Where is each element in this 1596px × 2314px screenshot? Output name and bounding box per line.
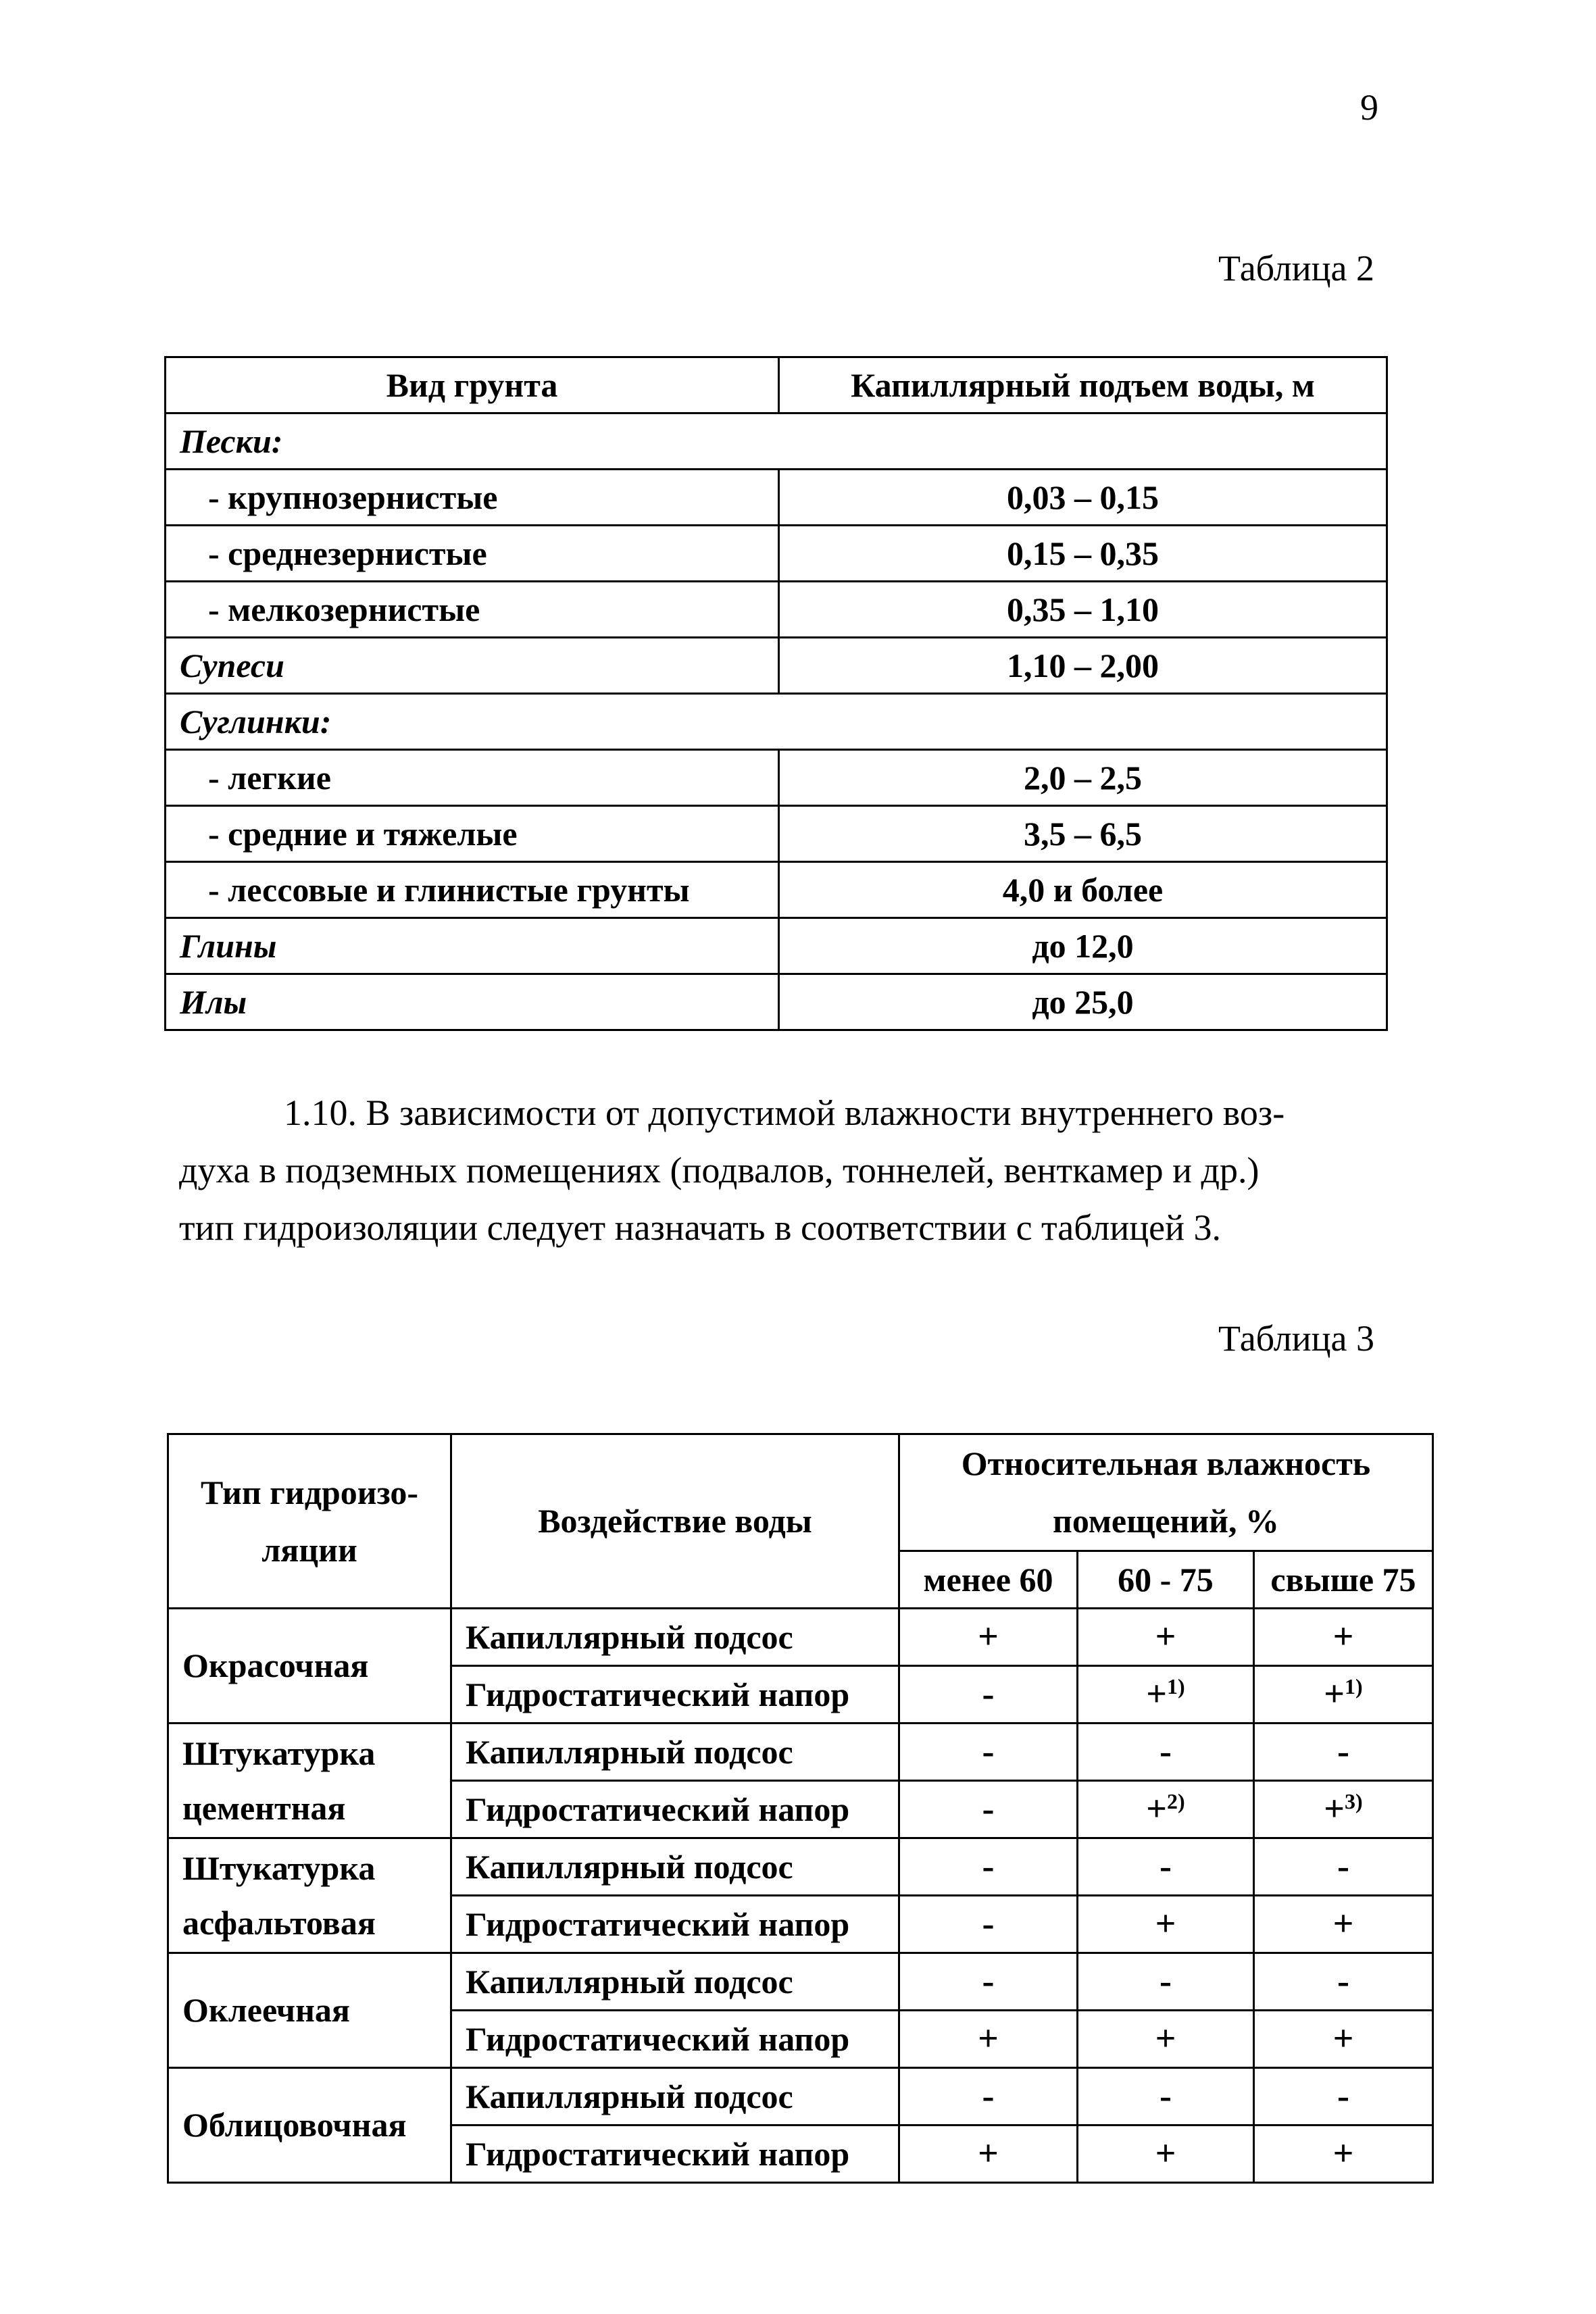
- table3-mark: +: [978, 2018, 999, 2059]
- table3-mark: -: [1337, 1846, 1349, 1887]
- table3-mark: +: [1155, 2133, 1176, 2174]
- table3-type-cell: Оклеечная: [168, 1953, 451, 2068]
- table2-header-row: [166, 357, 1387, 413]
- table2-value-cell: до 25,0: [779, 974, 1387, 1030]
- table3-mark: -: [1159, 1846, 1172, 1887]
- table3-mark-cell: [1078, 2068, 1254, 2126]
- table3-header-humidity-low: менее 60: [899, 1551, 1077, 1609]
- table3-mark-cell: [1253, 1781, 1432, 1838]
- table3-mark-cell: [899, 1666, 1077, 1724]
- table3-action-cell: Гидростатический напор: [451, 1666, 899, 1724]
- table3-mark: -: [982, 1846, 995, 1887]
- table3-type-cell: Облицовочная: [168, 2068, 451, 2183]
- table3-mark: +: [1332, 2133, 1354, 2174]
- table3-mark: -: [982, 2076, 995, 2117]
- table3-mark: -: [1337, 1961, 1349, 2002]
- table3-type-cell: Штукатурка цементная: [168, 1724, 451, 1838]
- table3-mark-cell: [1253, 2068, 1432, 2126]
- table2-subtype-cell: - мелкозернистые: [166, 582, 779, 638]
- table3-mark-cell: [1078, 1609, 1254, 1666]
- table2-value-cell: 1,10 – 2,00: [779, 638, 1387, 694]
- table3-mark-cell: [1253, 1953, 1432, 2011]
- table3-header-humidity: Относительная влажность помещений, %: [899, 1434, 1432, 1551]
- table3-mark-cell: [1078, 1953, 1254, 2011]
- table3-action-cell: Гидростатический напор: [451, 1896, 899, 1953]
- table2-subtype-cell: - крупнозернистые: [166, 470, 779, 526]
- table2-value-cell: 4,0 и более: [779, 862, 1387, 918]
- table2-subtype-cell: - лессовые и глинистые грунты: [166, 862, 779, 918]
- table3-header-action: Воздействие воды: [451, 1434, 899, 1609]
- table3-mark: +: [1324, 1674, 1345, 1715]
- table3-action-cell: Капиллярный подсос: [451, 1724, 899, 1781]
- table3-action-cell: Гидростатический напор: [451, 2011, 899, 2068]
- table3-type-cell: Окрасочная: [168, 1609, 451, 1724]
- table2-category-cell: Супеси: [166, 638, 779, 694]
- table2-row: [166, 750, 1387, 806]
- table2-value-cell: 0,15 – 0,35: [779, 526, 1387, 582]
- table3-mark: +: [1332, 1616, 1354, 1657]
- table3-mark-cell: [1253, 1666, 1432, 1724]
- table2-soil-capillary-rise: [164, 356, 1388, 1031]
- table3-header-humidity-mid: 60 - 75: [1078, 1551, 1254, 1609]
- table2-value-cell: до 12,0: [779, 918, 1387, 974]
- table3-header-humidity-high: свыше 75: [1253, 1551, 1432, 1609]
- table3-mark: -: [982, 1903, 995, 1944]
- table2-body: [166, 413, 1387, 1030]
- table3-row: [168, 1838, 1433, 1896]
- table3-body: [168, 1609, 1433, 2183]
- table3-action-cell: Капиллярный подсос: [451, 1609, 899, 1666]
- paragraph-line: тип гидроизоляции следует назначать в соответствии с таблицей 3.: [179, 1207, 1222, 1248]
- table3-mark: -: [982, 1731, 995, 1772]
- table3-waterproofing-types: [167, 1433, 1434, 2184]
- table3-mark-cell: [899, 1609, 1077, 1666]
- table3-action-cell: Гидростатический напор: [451, 1781, 899, 1838]
- table3-mark-cell: [899, 1781, 1077, 1838]
- table3-footnote-ref: 1): [1345, 1674, 1363, 1699]
- table3-mark: +: [1146, 1674, 1168, 1715]
- table2-row: [166, 413, 1387, 470]
- table3-mark-cell: [899, 2011, 1077, 2068]
- table2-value-cell: 2,0 – 2,5: [779, 750, 1387, 806]
- table3-mark: -: [982, 1961, 995, 2002]
- table3-mark-cell: [899, 1838, 1077, 1896]
- table2-category-cell: Илы: [166, 974, 779, 1030]
- table3-mark: +: [1155, 2018, 1176, 2059]
- table3-mark: +: [978, 2133, 999, 2174]
- table3-action-cell: Гидростатический напор: [451, 2126, 899, 2183]
- table3-mark: +: [1155, 1616, 1176, 1657]
- paragraph-line: духа в подземных помещениях (подвалов, тоннелей, венткамер и др.): [179, 1150, 1260, 1190]
- table3-mark-cell: [1253, 1724, 1432, 1781]
- table2-header-soil-type: Вид грунта: [166, 357, 779, 413]
- table3-mark-cell: [1078, 2126, 1254, 2183]
- table3-action-cell: Капиллярный подсос: [451, 1953, 899, 2011]
- table3-mark: -: [982, 1674, 995, 1715]
- table2-category-cell: Глины: [166, 918, 779, 974]
- table2-value-cell: 0,35 – 1,10: [779, 582, 1387, 638]
- table3-mark-cell: [1078, 1896, 1254, 1953]
- table2-row: [166, 974, 1387, 1030]
- table3-mark-cell: [1253, 1896, 1432, 1953]
- table3-mark-cell: [899, 1896, 1077, 1953]
- paragraph-1-10: [179, 1084, 1382, 1257]
- table2-header-capillary-rise: Капиллярный подъем воды, м: [779, 357, 1387, 413]
- table3-mark-cell: [1253, 1609, 1432, 1666]
- table3-mark-cell: [1253, 2126, 1432, 2183]
- table2-row: [166, 526, 1387, 582]
- table2-caption: Таблица 2: [1218, 248, 1374, 288]
- table3-mark-cell: [1253, 2011, 1432, 2068]
- table2-value-cell: 3,5 – 6,5: [779, 806, 1387, 862]
- table3-mark: +: [1155, 1903, 1176, 1944]
- table3-header-type: Тип гидроизо-ляции: [168, 1434, 451, 1609]
- table3-mark-cell: [1078, 2011, 1254, 2068]
- table3-row: [168, 1724, 1433, 1781]
- table3-caption: Таблица 3: [1218, 1318, 1374, 1359]
- table2-subtype-cell: - среднезернистые: [166, 526, 779, 582]
- table3-mark-cell: [1253, 1838, 1432, 1896]
- table3-mark: -: [1159, 1731, 1172, 1772]
- table3-header-row: [168, 1434, 1433, 1551]
- table3-footnote-ref: 3): [1345, 1789, 1363, 1814]
- table2-category-cell: Пески:: [166, 413, 1387, 470]
- paragraph-line: 1.10. В зависимости от допустимой влажности внутреннего воз-: [284, 1092, 1285, 1133]
- table2-row: [166, 470, 1387, 526]
- table3-action-cell: Капиллярный подсос: [451, 2068, 899, 2126]
- table3-mark: -: [1337, 2076, 1349, 2117]
- table3-mark: -: [982, 1788, 995, 1830]
- table3-mark-cell: [899, 1724, 1077, 1781]
- table3-row: [168, 1953, 1433, 2011]
- table2-row: [166, 862, 1387, 918]
- table3-mark: -: [1159, 2076, 1172, 2117]
- table3-footnote-ref: 1): [1167, 1674, 1185, 1699]
- table3-mark-cell: [1078, 1781, 1254, 1838]
- table2-subtype-cell: - средние и тяжелые: [166, 806, 779, 862]
- table3-mark-cell: [899, 2068, 1077, 2126]
- table3-mark: +: [1332, 2018, 1354, 2059]
- table2-value-cell: 0,03 – 0,15: [779, 470, 1387, 526]
- table2-subtype-cell: - легкие: [166, 750, 779, 806]
- table3-mark-cell: [1078, 1666, 1254, 1724]
- table2-row: [166, 806, 1387, 862]
- table3-mark: +: [978, 1616, 999, 1657]
- table3-mark-cell: [899, 2126, 1077, 2183]
- table3-type-cell: Штукатурка асфальтовая: [168, 1838, 451, 1953]
- table3-action-cell: Капиллярный подсос: [451, 1838, 899, 1896]
- table3-mark: +: [1146, 1788, 1168, 1830]
- table3-mark-cell: [899, 1953, 1077, 2011]
- table2-category-cell: Суглинки:: [166, 694, 1387, 750]
- table3-mark: +: [1324, 1788, 1345, 1830]
- table2-row: [166, 582, 1387, 638]
- table2-row: [166, 918, 1387, 974]
- table3-mark-cell: [1078, 1838, 1254, 1896]
- table3-mark: -: [1159, 1961, 1172, 2002]
- table3-row: [168, 1609, 1433, 1666]
- page-number: 9: [1360, 87, 1378, 128]
- table3-mark: -: [1337, 1731, 1349, 1772]
- table2-row: [166, 694, 1387, 750]
- table3-mark: +: [1332, 1903, 1354, 1944]
- table2-row: [166, 638, 1387, 694]
- table3-mark-cell: [1078, 1724, 1254, 1781]
- table3-row: [168, 2068, 1433, 2126]
- table3-footnote-ref: 2): [1167, 1789, 1185, 1814]
